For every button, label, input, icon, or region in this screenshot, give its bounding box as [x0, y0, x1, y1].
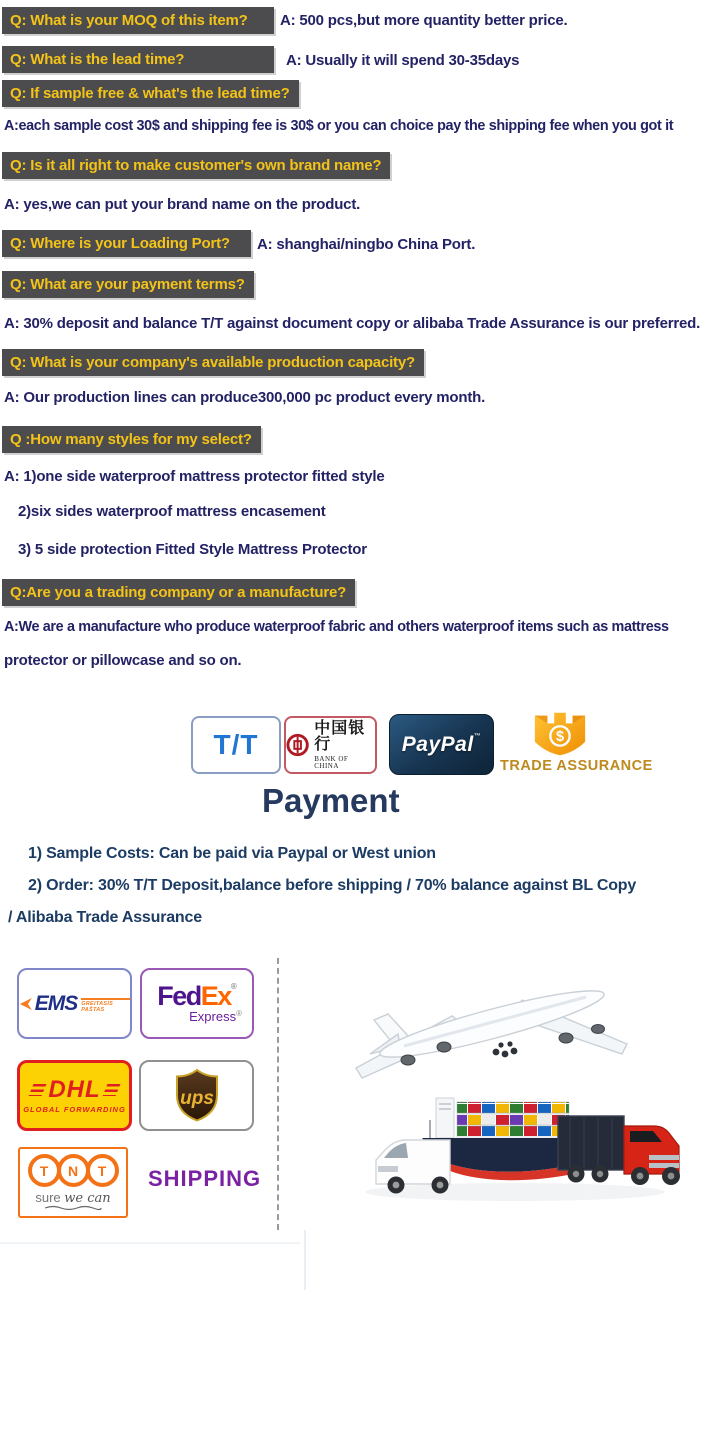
bank-of-china-logo	[284, 716, 377, 774]
dhl-label: DHL	[48, 1075, 101, 1103]
payment-heading: Payment	[262, 782, 400, 819]
dhl-stripes-icon	[29, 1084, 47, 1096]
shipping-heading: SHIPPING	[148, 1166, 262, 1191]
answer-text: 3) 5 side protection Fitted Style Mattress Protector	[18, 541, 367, 558]
trade-assurance-label: TRADE ASSURANCE	[500, 758, 653, 774]
answer-text: protector or pillowcase and so on.	[4, 652, 242, 669]
answer-text: A: 30% deposit and balance T/T against document copy or alibaba Trade Assurance is our preferred.	[4, 315, 701, 332]
ground-shadow	[365, 1183, 665, 1201]
airplane-illustration	[356, 980, 627, 1078]
answer-text: A:each sample cost 30$ and shipping fee is 30$ or you can choice pay the shipping fee when you got it	[4, 118, 674, 134]
paypal-label: PayPal™	[401, 732, 482, 756]
question-badge: Q: What is your company's available production capacity?	[2, 349, 424, 376]
tnt-logo	[18, 1147, 128, 1218]
answer-text: A: shanghai/ningbo China Port.	[257, 236, 476, 253]
question-badge: Q: If sample free & what's the lead time?	[2, 80, 299, 107]
fedex-express-label: Express®	[189, 1008, 242, 1024]
bank-of-china-en-label: BANK OF CHINA	[314, 754, 349, 770]
ems-label: EMS	[34, 991, 78, 1015]
bank-of-china-icon	[286, 732, 309, 758]
ups-logo	[139, 1060, 254, 1131]
faint-divider	[304, 1230, 306, 1290]
ups-shield-icon	[174, 1068, 220, 1124]
answer-text: A: Usually it will spend 30-35days	[286, 52, 520, 69]
answer-text: A: 1)one side waterproof mattress protector fitted style	[4, 468, 385, 485]
trade-assurance-icon	[531, 710, 589, 758]
ems-tagline: GREITASIS PAŠTAS	[81, 998, 130, 1013]
logistics-illustration	[300, 950, 720, 1230]
faint-divider	[0, 1242, 300, 1244]
tt-payment-logo	[191, 716, 281, 774]
question-badge: Q:Are you a trading company or a manufacture?	[2, 579, 355, 606]
vertical-dashed-divider	[277, 958, 279, 1230]
answer-text: A:We are a manufacture who produce waterproof fabric and others waterproof items such as mattress	[4, 619, 669, 635]
payment-term: 1) Sample Costs: Can be paid via Paypal or West union	[28, 845, 436, 862]
ems-wing-icon	[19, 995, 33, 1013]
answer-text: A: Our production lines can produce300,000 pc product every month.	[4, 389, 486, 406]
payment-term: / Alibaba Trade Assurance	[8, 909, 202, 926]
question-badge: Q: Is it all right to make customer's own brand name?	[2, 152, 390, 179]
answer-text: 2)six sides waterproof mattress encasement	[18, 503, 326, 520]
trade-assurance-dollar: $	[555, 729, 565, 746]
truck-illustration	[558, 1116, 680, 1185]
ems-logo	[17, 968, 132, 1039]
dhl-stripes-icon	[102, 1084, 120, 1096]
dhl-logo	[17, 1060, 132, 1131]
question-badge: Q :How many styles for my select?	[2, 426, 261, 453]
tnt-label: T N T	[30, 1154, 117, 1187]
question-badge: Q: What is the lead time?	[2, 46, 274, 73]
tt-label: T/T	[213, 729, 259, 760]
fedex-label: FedEx®	[157, 980, 237, 1011]
answer-text: A: 500 pcs,but more quantity better price.	[280, 12, 568, 29]
tnt-tagline: sure we can	[35, 1190, 111, 1206]
dhl-tagline: GLOBAL FORWARDING	[23, 1104, 126, 1114]
tnt-underline-icon	[43, 1205, 103, 1211]
question-badge: Q: What is your MOQ of this item?	[2, 7, 274, 34]
ups-label: ups	[179, 1087, 214, 1109]
payment-term: 2) Order: 30% T/T Deposit,balance before shipping / 70% balance against BL Copy	[28, 877, 637, 894]
question-badge: Q: What are your payment terms?	[2, 271, 254, 298]
paypal-logo	[389, 714, 494, 775]
fedex-logo	[140, 968, 254, 1039]
question-badge: Q: Where is your Loading Port?	[2, 230, 251, 257]
bank-of-china-cn-label: 中国银行	[314, 719, 366, 753]
answer-text: A: yes,we can put your brand name on the product.	[4, 196, 361, 213]
